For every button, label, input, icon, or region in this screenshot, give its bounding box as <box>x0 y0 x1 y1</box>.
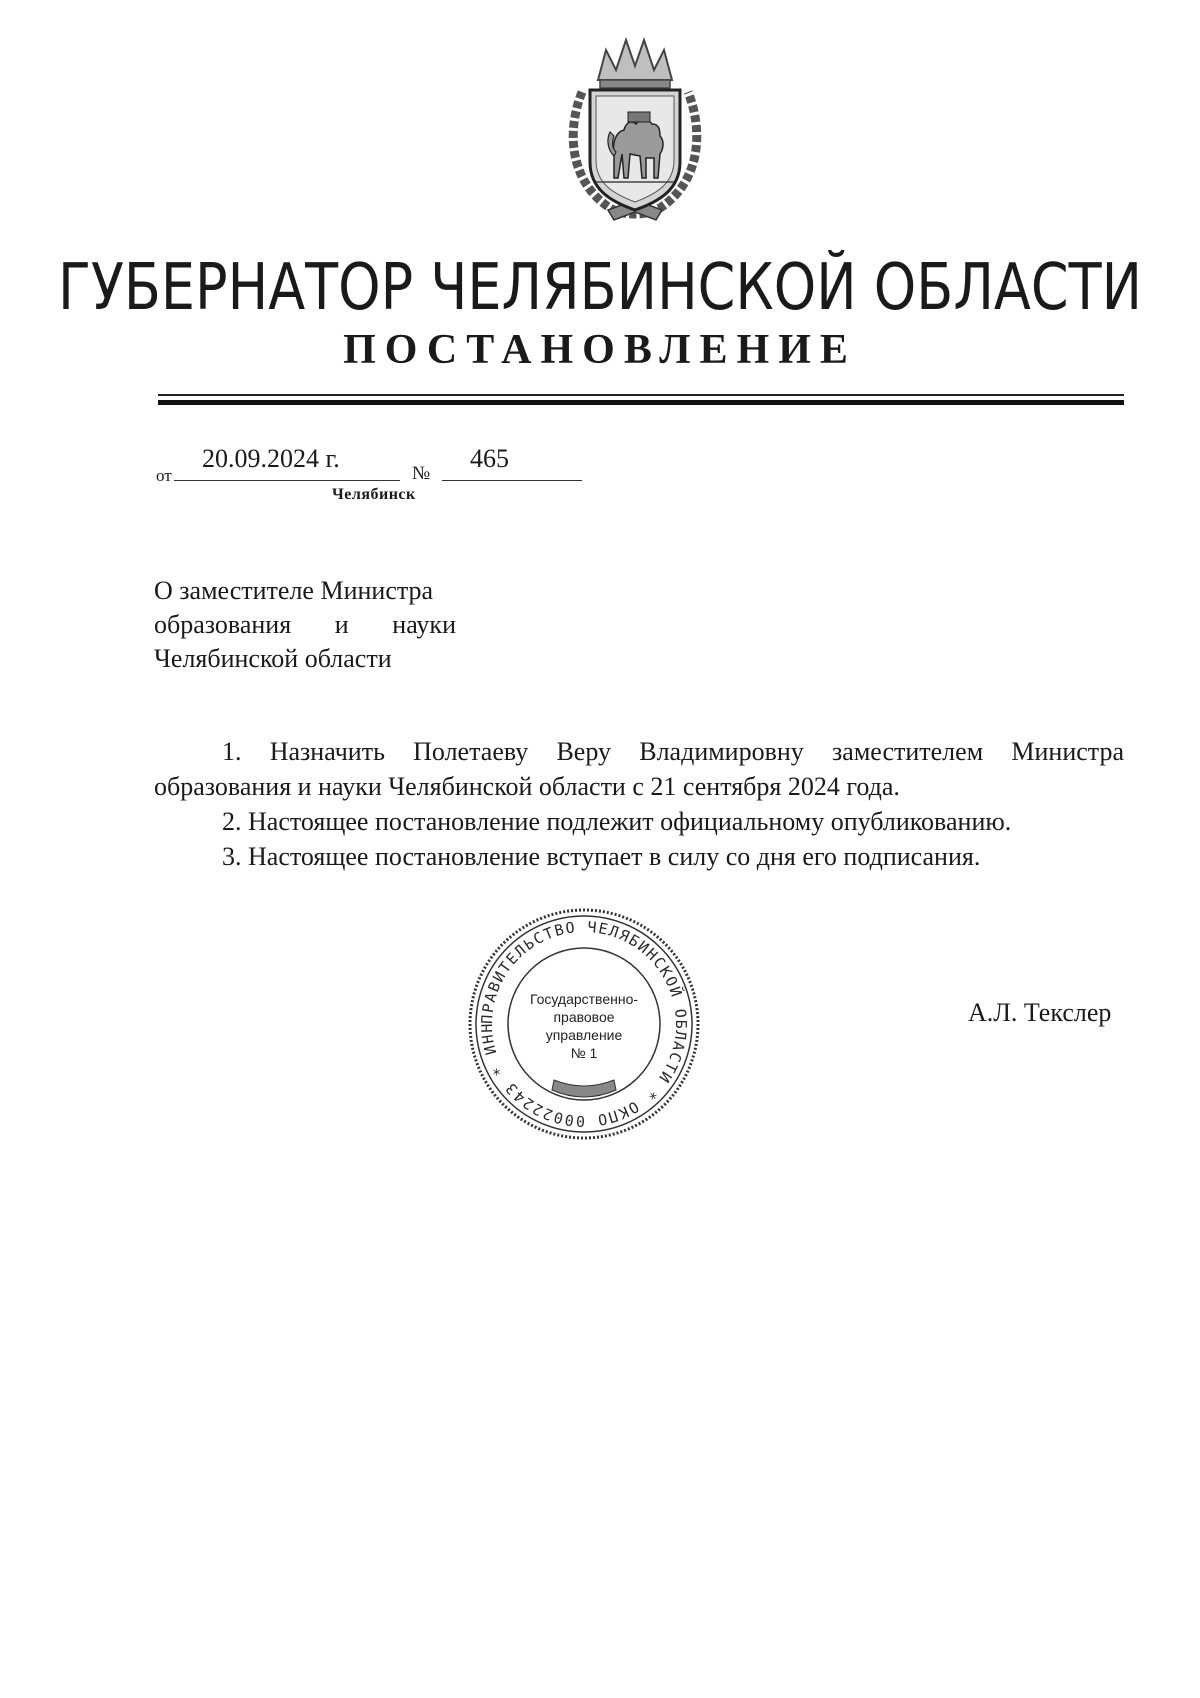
official-seal-stamp <box>464 904 704 1144</box>
document-subject <box>154 574 456 676</box>
subject-line-2 <box>154 608 456 642</box>
coat-of-arms-emblem <box>560 32 710 222</box>
seal-center-line: Государственно- <box>529 991 639 1007</box>
date-underline <box>174 480 400 481</box>
document-type-heading: ПОСТАНОВЛЕНИЕ <box>343 327 857 373</box>
subject-word: и <box>334 610 349 639</box>
document-date: 20.09.2024 г. <box>202 444 340 473</box>
subject-word: науки <box>392 610 456 639</box>
subject-line-3: Челябинской области <box>154 644 392 673</box>
header-divider-thin <box>158 394 1124 396</box>
document-body <box>154 734 1124 874</box>
document-title: ГУБЕРНАТОР ЧЕЛЯБИНСКОЙ ОБЛАСТИ <box>58 250 1142 325</box>
header-divider-thick <box>158 400 1124 405</box>
number-label: № <box>412 463 431 484</box>
number-underline <box>442 480 582 481</box>
seal-center-line: № 1 <box>570 1045 598 1061</box>
body-paragraph-3: 3. Настоящее постановление вступает в силу со дня его подписания. <box>222 842 981 871</box>
subject-line-1: О заместителе Министра <box>154 576 434 605</box>
seal-center-line: правовое <box>553 1009 615 1025</box>
subject-word: образования <box>154 610 292 639</box>
seal-outer-text: ПРАВИТЕЛЬСТВО ЧЕЛЯБИНСКОЙ ОБЛАСТИ * ОКПО 00022243 * ИНН <box>477 917 691 1131</box>
document-number: 465 <box>470 444 509 473</box>
date-prefix: от <box>156 466 172 485</box>
body-paragraph-2: 2. Настоящее постановление подлежит официальному опубликованию. <box>222 807 1012 836</box>
issue-city: Челябинск <box>332 486 416 503</box>
signer-name: А.Л. Текслер <box>968 998 1112 1027</box>
seal-center-line: управление <box>545 1027 623 1043</box>
body-paragraph-1: 1. Назначить Полетаеву Веру Владимировну заместителем Министра образования и науки Челябинской области с 21 сентября 2024 года. <box>154 737 1124 801</box>
